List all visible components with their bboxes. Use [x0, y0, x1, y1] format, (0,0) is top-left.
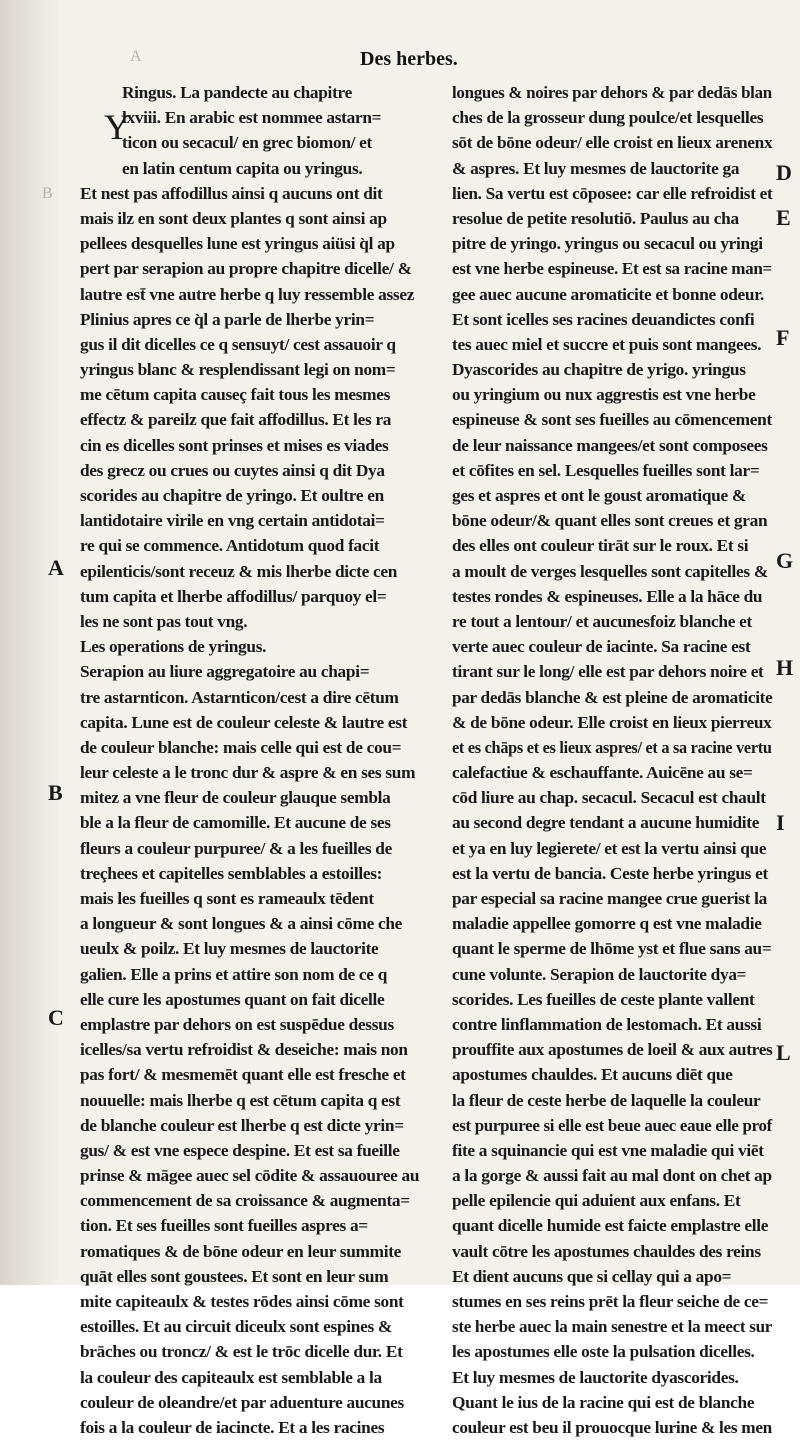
text-line: Plinius apres ce q̀l a parle de lherbe yrin=	[80, 309, 375, 329]
text-line: quant le sperme de lhōme yst et flue sans au=	[452, 939, 772, 959]
text-line: Dyascorides au chapitre de yrigo. yringus	[452, 360, 746, 380]
margin-letter-b: B	[48, 780, 63, 805]
drop-cap: Y	[104, 107, 130, 147]
text-line: pelle epilencie qui aduient aux enfans. Et	[452, 1191, 741, 1211]
text-line: prinse & māgee auec sel cōdite & assauouree au	[80, 1166, 420, 1186]
text-line: la couleur des capiteaulx est semblable a la	[80, 1367, 382, 1387]
text-line: ste herbe auec la main senestre et la meect sur	[452, 1317, 773, 1337]
text-line: Et sont icelles ses racines deuandictes confi	[452, 309, 755, 329]
text-line: leur celeste a le tronc dur & aspre & en ses sum	[80, 763, 416, 783]
text-line: & de bōne odeur. Elle croist en lieux pierreux	[452, 712, 772, 732]
text-line: et es chāps et es lieux aspres/ et a sa racine vertu	[452, 737, 772, 757]
text-line: Les operations de yringus.	[80, 637, 267, 657]
text-line: resolue de petite resolutiō. Paulus au cha	[452, 208, 739, 228]
text-line: gee auec aucune aromaticite et bonne odeur.	[452, 284, 765, 304]
margin-letter-h: H	[776, 655, 794, 680]
text-line: tum capita et lherbe affodillus/ parquoy el=	[80, 586, 387, 606]
text-line: des elles ont couleur tirāt sur le roux. Et si	[452, 536, 749, 556]
bleed-through-text: A	[130, 48, 142, 65]
text-line: capita. Lune est de couleur celeste & lautre est	[80, 712, 408, 732]
text-line: prouffite aux apostumes de loeil & aux autres	[452, 1040, 773, 1060]
text-line: par especial sa racine mangee crue guerist la	[452, 889, 767, 908]
text-line: Serapion au liure aggregatoire au chapi=	[80, 662, 370, 682]
running-title: Des herbes.	[360, 48, 458, 70]
text-line: commencement de sa croissance & augmenta=	[80, 1191, 410, 1211]
text-line: sōt de bōne odeur/ elle croist en lieux arenenx	[452, 133, 773, 153]
text-line: et cōfites en sel. Lesquelles fueilles sont lar=	[452, 460, 760, 480]
text-line: fois a la couleur de iacincte. Et a les racines	[80, 1417, 385, 1437]
text-line: espineuse & sont ses fueilles au cōmencement	[452, 410, 772, 430]
margin-letter-c: C	[48, 1005, 64, 1030]
text-line: verte auec couleur de iacinte. Sa racine est	[452, 637, 751, 657]
text-line: de blanche couleur est lherbe q est dicte yrin=	[80, 1115, 404, 1135]
text-line: mais ilz en sont deux plantes q sont ainsi ap	[80, 208, 387, 228]
margin-letter-i: I	[776, 810, 785, 835]
text-line: tre astarnticon. Astarnticon/cest a dire cētum	[80, 687, 399, 707]
text-line: au second degre tendant a aucune humidite	[452, 813, 760, 833]
text-line: par dedās blanche & est pleine de aromaticite	[452, 687, 773, 707]
text-line: gus il dit dicelles ce q sensuyt/ cest assauoir q	[80, 334, 396, 354]
text-line: les ne sont pas tout vng.	[80, 611, 248, 631]
text-line: apostumes chauldes. Et aucuns diēt que	[452, 1065, 733, 1085]
text-line: a la gorge & aussi fait au mal dont on chet ap	[452, 1166, 772, 1186]
text-line: longues & noires par dehors & par dedās blan	[452, 83, 772, 102]
text-line: testes rondes & espineuses. Elle a la hāce du	[452, 586, 763, 606]
margin-letter-f: F	[776, 325, 790, 350]
bleed-through-text: B	[42, 185, 53, 202]
text-line: vault cōtre les apostumes chauldes des reins	[452, 1241, 761, 1261]
text-line: Quant le ius de la racine qui est de blanche	[452, 1392, 755, 1412]
text-line: quant dicelle humide est faicte emplastre elle	[452, 1216, 769, 1236]
text-line: re tout a lentour/ et aucunesfoiz blanche et	[452, 611, 752, 631]
text-line: cin es dicelles sont prinses et mises es viades	[80, 435, 389, 455]
text-line: ueulx & poilz. Et luy mesmes de lauctorite	[80, 939, 379, 959]
text-line: brāches ou troncz/ & est le trōc dicelle dur. Et	[80, 1342, 403, 1362]
left-text-column	[80, 80, 432, 1440]
text-line: treçhees et capitelles semblables a estoilles:	[80, 863, 383, 883]
text-line: cune volunte. Serapion de lauctorite dya=	[452, 964, 747, 984]
text-line: ches de la grosseur dung poulce/et lesquelles	[452, 108, 764, 128]
text-line: elle cure les apostumes quant on fait dicelle	[80, 989, 385, 1009]
text-line: emplastre par dehors on est suspēdue dessus	[80, 1014, 394, 1034]
text-line: icelles/sa vertu refroidist & deseiche: mais non	[80, 1040, 408, 1060]
text-line: pellees desquelles lune est yringus aiüsi q̀l ap	[80, 234, 395, 254]
text-line: lantidotaire virile en vng certain antidotai=	[80, 511, 385, 531]
text-line: galien. Elle a prins et attire son nom de ce q	[80, 964, 388, 984]
text-line: couleur est beu il prouocque lurine & les men	[452, 1417, 772, 1437]
text-line: bōne odeur/& quant elles sont creues et gran	[452, 511, 768, 531]
text-line: mite capiteaulx & testes rōdes ainsi cōme sont	[80, 1292, 404, 1311]
text-line: me cētum capita causeç fait tous les mesmes	[80, 385, 391, 405]
text-line: tes auec miel et succre et puis sont mangees.	[452, 334, 762, 354]
text-line: a moult de verges lesquelles sont capitelles &	[452, 561, 768, 581]
text-line: de couleur blanche: mais celle qui est de cou=	[80, 737, 402, 757]
text-line: stumes en ses reins prēt la fleur seiche de ce=	[452, 1292, 769, 1311]
text-line: scorides. Les fueilles de ceste plante vallent	[452, 989, 755, 1009]
text-line: fleurs a couleur purpuree/ & a les fueilles de	[80, 838, 392, 858]
text-line: pitre de yringo. yringus ou secacul ou yringi	[452, 234, 763, 254]
text-line: scorides au chapitre de yringo. Et oultre en	[80, 486, 384, 505]
text-line: mitez a vne fleur de couleur glauque sembla	[80, 788, 391, 808]
text-line: la fleur de ceste herbe de laquelle la couleur	[452, 1090, 761, 1110]
text-line: ble a la fleur de camomille. Et aucune de ses	[80, 813, 391, 833]
text-line: Ringus. La pandecte au chapitre	[122, 83, 352, 102]
text-line: les apostumes elle oste la pulsation dicelles.	[452, 1342, 755, 1362]
text-line: fite a squinancie qui est vne maladie qui viēt	[452, 1140, 764, 1160]
text-line: Et nest pas affodillus ainsi q aucuns ont dit	[80, 183, 383, 203]
text-line: lautre est̄ vne autre herbe q luy ressemble assez	[80, 284, 415, 304]
text-line: epilenticis/sont receuz & mis lherbe dicte cen	[80, 561, 398, 581]
text-line: ticon ou secacul/ en grec biomon/ et	[122, 133, 372, 153]
text-line: maladie appellee gomorre q est vne maladie	[452, 914, 762, 934]
text-line: ges et aspres et ont le goust aromatique &	[452, 486, 746, 505]
text-line: des grecz ou crues ou cuytes ainsi q dit Dya	[80, 460, 385, 480]
text-line: & aspres. Et luy mesmes de lauctorite ga	[452, 158, 740, 178]
text-line: est purpuree si elle est beue auec eaue elle prof	[452, 1115, 772, 1135]
text-line: quāt elles sont goustees. Et sont en leur sum	[80, 1266, 389, 1286]
text-line: romatiques & de bōne odeur en leur summite	[80, 1241, 402, 1261]
right-text-column	[452, 80, 772, 1440]
text-line: contre linflammation de lestomach. Et aussi	[452, 1014, 762, 1034]
text-line: re qui se commence. Antidotum quod facit	[80, 536, 380, 556]
margin-letter-d: D	[776, 160, 792, 185]
text-line: de leur naissance mangees/et sont composees	[452, 435, 768, 455]
margin-letter-l: L	[776, 1040, 791, 1065]
margin-letter-a: A	[48, 555, 64, 580]
text-line: pas fort/ & mesmemēt quant elle est fresche et	[80, 1065, 406, 1085]
text-line: Et luy mesmes de lauctorite dyascorides.	[452, 1367, 739, 1387]
text-line: couleur de oleandre/et par aduenture aucunes	[80, 1392, 404, 1412]
text-line: et ya en luy legierete/ et est la vertu ainsi que	[452, 838, 767, 858]
text-line: estoilles. Et au circuit diceulx sont espines &	[80, 1317, 392, 1337]
text-line: mais les fueilles q sont es rameaulx tēdent	[80, 889, 374, 908]
text-line: tion. Et ses fueilles sont fueilles aspres a=	[80, 1216, 368, 1236]
text-line: tirant sur le long/ elle est par dehors noire et	[452, 662, 764, 682]
text-line: ou yringium ou nux aggrestis est vne herbe	[452, 385, 756, 405]
text-line: a longueur & sont longues & a ainsi cōme che	[80, 914, 403, 934]
text-line: Et dient aucuns que si cellay qui a apo=	[452, 1266, 732, 1286]
text-line: nouuelle: mais lherbe q est cētum capita q est	[80, 1090, 401, 1110]
text-line: lien. Sa vertu est cōposee: car elle refroidist et	[452, 183, 773, 203]
text-line: cōd liure au chap. secacul. Secacul est chault	[452, 788, 766, 808]
text-line: yringus blanc & resplendissant legi on nom=	[80, 360, 396, 380]
text-line: est la vertu de bancia. Ceste herbe yringus et	[452, 863, 768, 883]
text-line: gus/ & est vne espece despine. Et est sa fueille	[80, 1140, 400, 1160]
margin-letter-e: E	[776, 205, 791, 230]
text-line: pert par serapion au propre chapitre dicelle/ &	[80, 259, 412, 279]
text-line: lxviii. En arabic est nommee astarn=	[122, 108, 382, 128]
text-line: est vne herbe espineuse. Et est sa racine man=	[452, 259, 772, 279]
text-line: en latin centum capita ou yringus.	[122, 158, 363, 178]
margin-letter-g: G	[776, 548, 794, 573]
text-line: calefactiue & eschauffante. Auicēne au se=	[452, 763, 753, 783]
text-line: effectz & pareilz que fait affodillus. Et les ra	[80, 410, 392, 430]
